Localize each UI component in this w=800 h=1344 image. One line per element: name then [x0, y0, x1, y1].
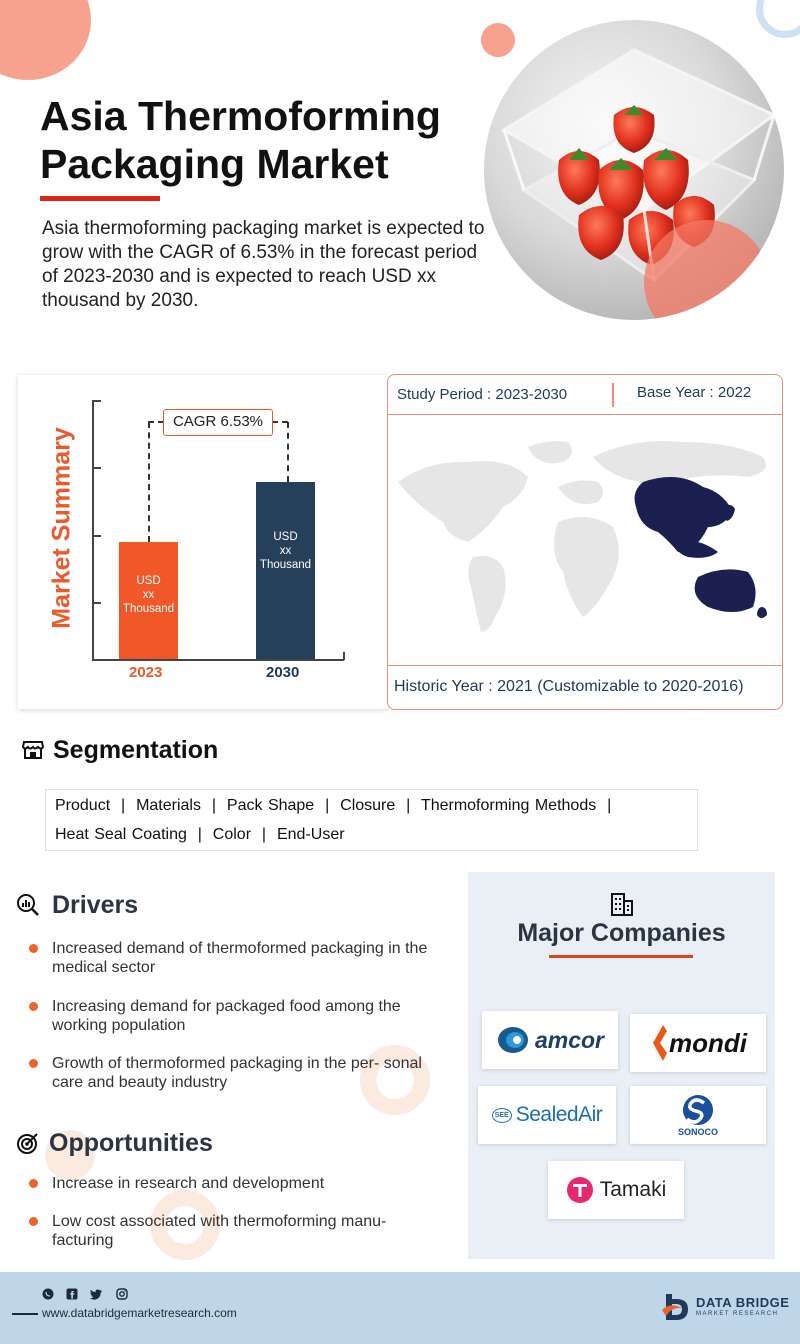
target-icon — [16, 1131, 40, 1155]
y-tick — [92, 602, 101, 604]
chart-x-axis — [92, 659, 344, 661]
chart-bar-label: xx — [142, 588, 155, 601]
decor-circle-topleft — [0, 0, 91, 80]
driver-bullet — [29, 944, 38, 953]
opportunity-item: Low cost associated with thermoforming manu- facturing — [52, 1213, 387, 1249]
sealedair-logo-text: SealedAir — [515, 1103, 603, 1126]
mondi-logo-icon — [649, 1023, 669, 1063]
page-title — [40, 92, 470, 188]
period-divider — [612, 383, 614, 407]
companies-underline — [549, 955, 693, 958]
sealedair-see-mark: SEE — [492, 1108, 512, 1123]
logo-mondi — [630, 1014, 766, 1072]
driver-item: Increased demand of thermoformed packaging in the medical sector — [52, 940, 428, 976]
cagr-badge: CAGR 6.53% — [163, 409, 273, 436]
cagr-dash-left — [148, 422, 150, 542]
logo-sealedair — [478, 1086, 616, 1144]
cagr-dash-right — [287, 422, 289, 482]
y-tick — [92, 400, 101, 402]
chart-bar-2030 — [256, 482, 315, 659]
x-tick — [343, 652, 345, 660]
instagram-icon[interactable] — [116, 1288, 128, 1300]
world-map-asia-highlight — [393, 437, 779, 637]
decor-ring-topright — [756, 0, 800, 38]
tamaki-logo-icon — [566, 1176, 594, 1204]
drivers-title: Drivers — [52, 891, 139, 919]
segmentation-line-1: Product | Materials | Pack Shape | Closure | Thermoforming Methods | — [55, 797, 612, 814]
chart-bar-label: USD — [136, 574, 161, 587]
sonoco-logo-icon — [681, 1093, 715, 1127]
historic-year-row — [388, 665, 782, 709]
data-bridge-logo-icon — [660, 1290, 692, 1324]
brand-name: DATA BRIDGE — [696, 1295, 790, 1310]
y-tick — [92, 467, 101, 469]
period-header-row — [388, 375, 782, 415]
major-companies-title: Major Companies — [517, 919, 726, 947]
amcor-logo-icon — [496, 1025, 530, 1055]
tamaki-logo-text: Tamaki — [599, 1178, 667, 1201]
opportunity-bullet — [29, 1179, 38, 1188]
logo-amcor — [482, 1011, 618, 1069]
chart-category-label: 2030 — [266, 664, 300, 681]
chart-bar-label: xx — [279, 544, 292, 557]
analytics-search-icon — [16, 893, 40, 917]
footer-line — [12, 1313, 38, 1315]
building-icon — [609, 891, 635, 917]
chart-bar-label: USD — [273, 530, 298, 543]
driver-item: Growth of thermoformed packaging in the per- sonal care and beauty industry — [52, 1055, 422, 1091]
base-year: Base Year : 2022 — [637, 384, 752, 401]
driver-item: Increasing demand for packaged food among the working population — [52, 998, 401, 1034]
title-line-1: Asia Thermoforming — [40, 93, 441, 139]
intro-paragraph: Asia thermoforming packaging market is expected to grow with the CAGR of 6.53% in the forecast period of 2023-2030 and is expected to reach USD xx thousand by 2030. — [42, 218, 485, 311]
segmentation-title: Segmentation — [53, 736, 219, 764]
mondi-logo-text: mondi — [669, 1027, 747, 1058]
sonoco-logo-text: SONOCO — [677, 1127, 718, 1137]
title-underline — [40, 196, 160, 201]
opportunity-bullet — [29, 1217, 38, 1226]
study-period: Study Period : 2023-2030 — [397, 386, 568, 403]
hero-image-strawberry-container — [484, 20, 784, 320]
driver-bullet — [29, 1002, 38, 1011]
cagr-dash-top-right — [272, 421, 288, 423]
y-tick — [92, 535, 101, 537]
chart-bar-label: Thousand — [259, 558, 312, 571]
study-period-map-panel — [387, 374, 783, 710]
driver-bullet — [29, 1059, 38, 1068]
historic-year: Historic Year : 2021 (Customizable to 2020-2016) — [394, 678, 744, 695]
segmentation-line-2: Heat Seal Coating | Color | End-User — [55, 826, 345, 843]
cagr-dash-top-left — [148, 421, 164, 423]
opportunity-item: Increase in research and development — [52, 1175, 325, 1192]
brand-subtitle: MARKET RESEARCH — [696, 1311, 779, 1317]
facebook-icon[interactable] — [66, 1288, 78, 1300]
logo-tamaki — [548, 1161, 684, 1219]
chart-category-label: 2023 — [129, 664, 163, 681]
opportunities-title: Opportunities — [49, 1129, 213, 1157]
chart-bar-2023 — [119, 542, 178, 659]
chart-bar-label: Thousand — [122, 602, 175, 615]
major-companies-panel — [468, 872, 775, 1259]
logo-sonoco — [630, 1086, 766, 1144]
title-line-2: Packaging Market — [40, 141, 389, 187]
footer-url[interactable]: www.databridgemarketresearch.com — [42, 1306, 237, 1320]
chart-y-axis — [92, 400, 94, 660]
segmentation-box — [45, 789, 698, 851]
twitter-icon[interactable] — [90, 1288, 102, 1300]
amcor-logo-text: amcor — [534, 1026, 605, 1053]
store-icon — [22, 740, 44, 760]
whatsapp-icon[interactable] — [42, 1288, 54, 1300]
decor-circle-small — [481, 23, 515, 57]
